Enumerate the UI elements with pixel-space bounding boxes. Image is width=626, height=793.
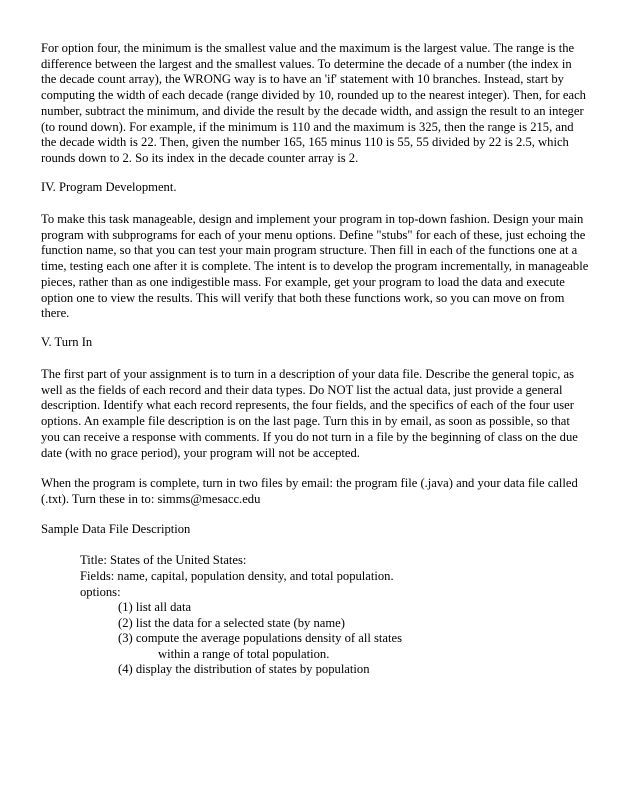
sample-heading: Sample Data File Description (41, 522, 191, 536)
sample-fields: Fields: name, capital, population density, and total population. (80, 569, 394, 583)
paragraph-program-development: To make this task manageable, design and implement your program in top-down fashion. Design your main program with subprograms for each of your menu options. Define "stubs" for each of these, just echoing the function name, so that you can test your main program structure. Then fill in each of the functions one at a time, testing each one after it is complete. The intent is to develop the program incrementally, in manageable pieces, rather than as one indigestible mass. For example, get your program to load the data and execute option one to view the results. This will verify that both these functions work, so you can move on from there. (41, 212, 589, 321)
sample-option-1: (1) list all data (118, 600, 192, 614)
paragraph-turn-in: The first part of your assignment is to turn in a description of your data file. Describe the general topic, as well as the fields of each record and their data types. Do NOT list the actual data, just provide a general description. Identify what each record represents, the four fields, and the specifics of each of the four user options. An example file description is on the last page. Turn this in by email, as soon as possible, so that you can receive a response with comments. If you do not turn in a file by the beginning of class on the due date (with no grace period), your program will not be accepted. (41, 367, 578, 460)
sample-option-3: (3) compute the average populations density of all states (118, 631, 402, 645)
sample-title: Title: States of the United States: (80, 553, 247, 567)
sample-option-2: (2) list the data for a selected state (by name) (118, 616, 345, 630)
sample-option-3-continued: within a range of total population. (158, 647, 330, 661)
sample-option-4: (4) display the distribution of states by population (118, 662, 370, 676)
heading-turn-in: V. Turn In (41, 335, 93, 349)
sample-options-label: options: (80, 585, 121, 599)
paragraph-submission: When the program is complete, turn in two files by email: the program file (.java) and your data file called (.txt). Turn these in to: simms@mesacc.edu (41, 476, 578, 506)
heading-program-development: IV. Program Development. (41, 180, 177, 194)
paragraph-decade-computation: For option four, the minimum is the smallest value and the maximum is the largest value. The range is the difference between the largest and the smallest values. To determine the decade of a number (the index in the decade count array), the WRONG way is to have an 'if' statement with 10 branches. Instead, start by computing the width of each decade (range divided by 10, rounded up to the nearest integer). Then, for each number, subtract the minimum, and divide the result by the decade width, and assign the result to an integer (to round down). For example, if the minimum is 110 and the maximum is 325, then the range is 215, and the decade width is 22. Then, given the number 165, 165 minus 110 is 55, 55 divided by 22 is 2.5, which rounds down to 2. So its index in the decade counter array is 2. (41, 41, 586, 165)
